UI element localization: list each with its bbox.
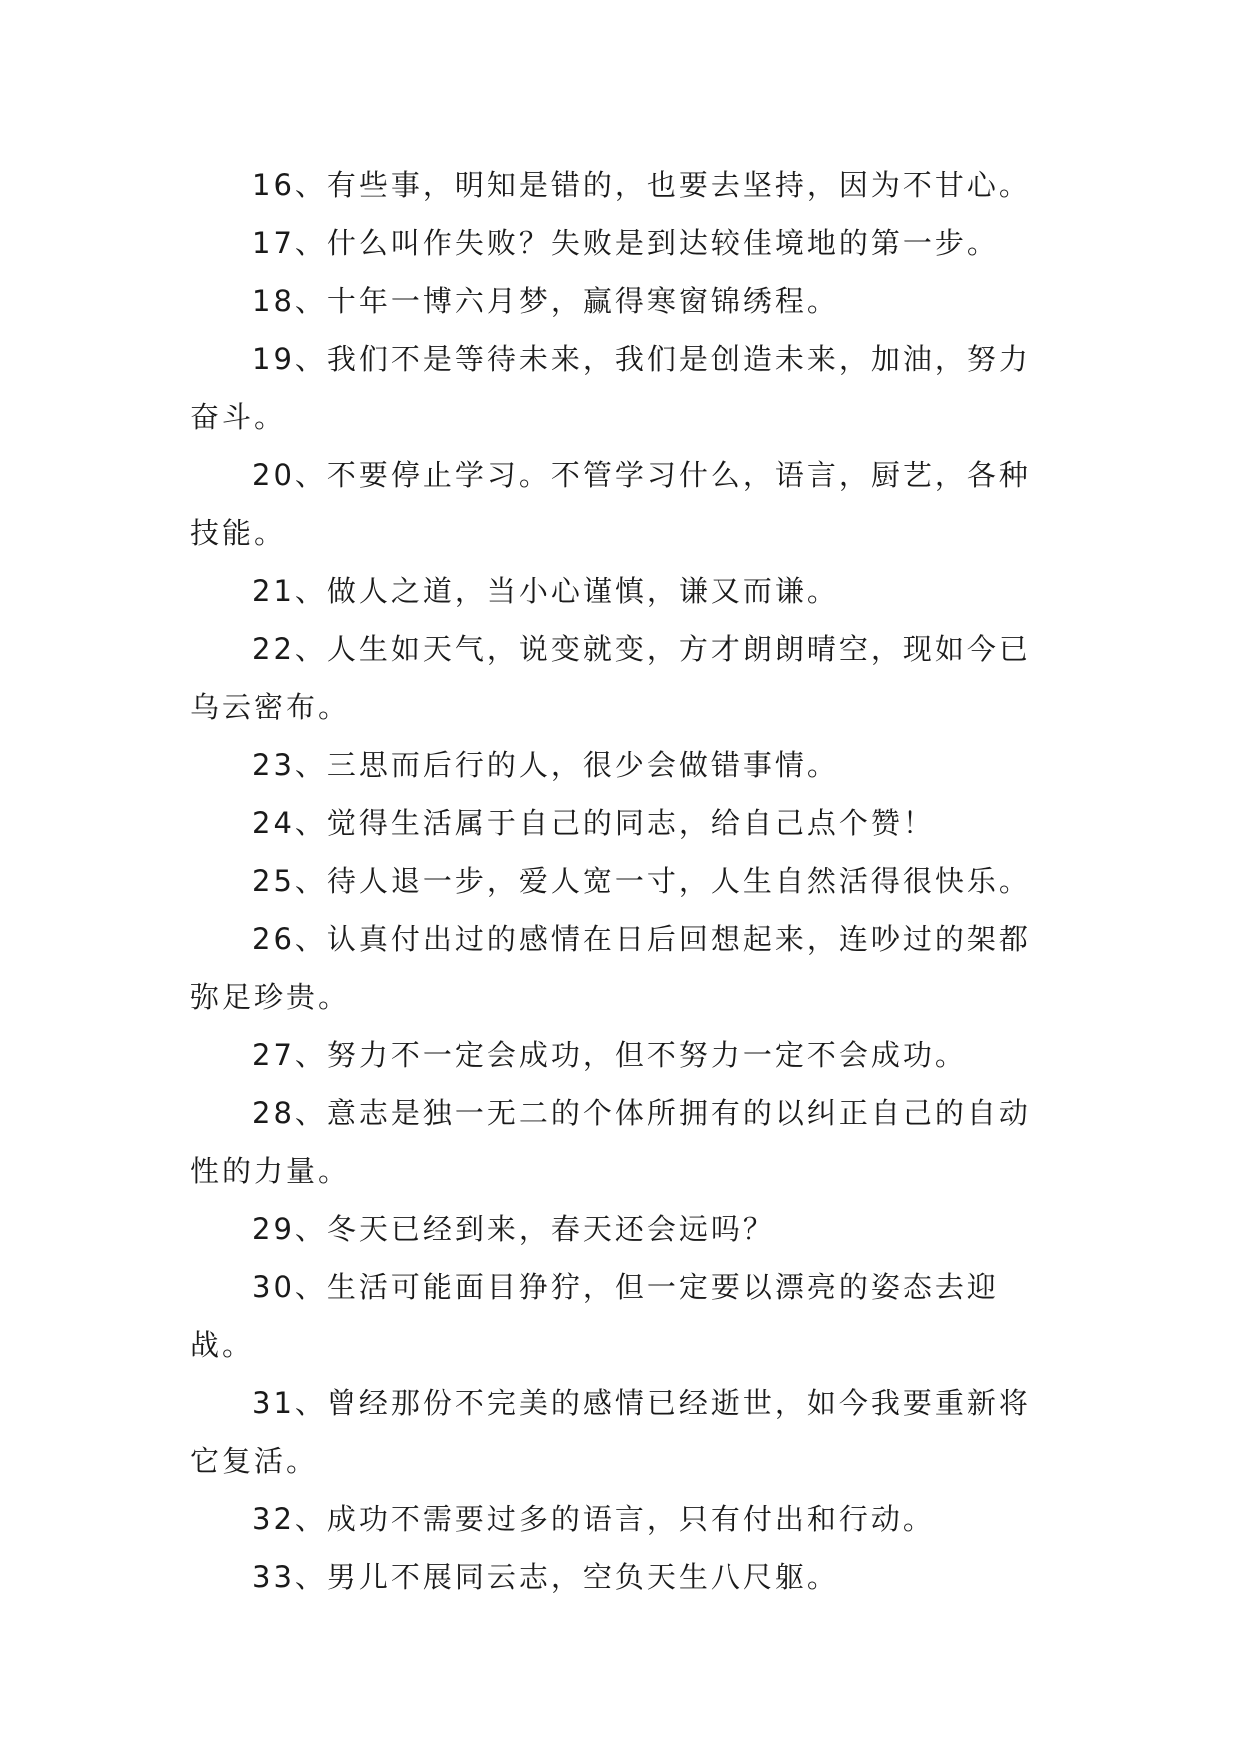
quote-paragraph-22: 22、人生如天气，说变就变，方才朗朗晴空，现如今已乌云密布。 [190,632,1031,724]
quote-paragraph-26: 26、认真付出过的感情在日后回想起来，连吵过的架都弥足珍贵。 [190,922,1031,1014]
quote-paragraph-25: 25、待人退一步，爱人宽一寸，人生自然活得很快乐。 [252,864,1031,898]
quote-paragraph-32: 32、成功不需要过多的语言，只有付出和行动。 [252,1502,935,1536]
quote-paragraph-20: 20、不要停止学习。不管学习什么，语言，厨艺，各种技能。 [190,458,1031,550]
quote-paragraph-29: 29、冬天已经到来，春天还会远吗？ [252,1212,775,1246]
quote-paragraph-18: 18、十年一博六月梦，赢得寒窗锦绣程。 [252,284,839,318]
quote-paragraph-28: 28、意志是独一无二的个体所拥有的以纠正自己的自动性的力量。 [190,1096,1031,1188]
quote-paragraph-30: 30、生活可能面目狰狞，但一定要以漂亮的姿态去迎战。 [190,1270,999,1362]
quote-paragraph-19: 19、我们不是等待未来，我们是创造未来，加油，努力奋斗。 [190,342,1031,434]
quote-paragraph-27: 27、努力不一定会成功，但不努力一定不会成功。 [252,1038,967,1072]
quote-paragraph-21: 21、做人之道，当小心谨慎，谦又而谦。 [252,574,839,608]
quote-paragraph-31: 31、曾经那份不完美的感情已经逝世，如今我要重新将它复活。 [190,1386,1031,1478]
quote-list [190,156,1050,1606]
quote-paragraph-17: 17、什么叫作失败？失败是到达较佳境地的第一步。 [252,226,999,260]
quote-paragraph-16: 16、有些事，明知是错的，也要去坚持，因为不甘心。 [252,168,1031,202]
quote-paragraph-33: 33、男儿不展同云志，空负天生八尺躯。 [252,1560,839,1594]
quote-paragraph-24: 24、觉得生活属于自己的同志，给自己点个赞！ [252,806,935,840]
quote-paragraph-23: 23、三思而后行的人，很少会做错事情。 [252,748,839,782]
